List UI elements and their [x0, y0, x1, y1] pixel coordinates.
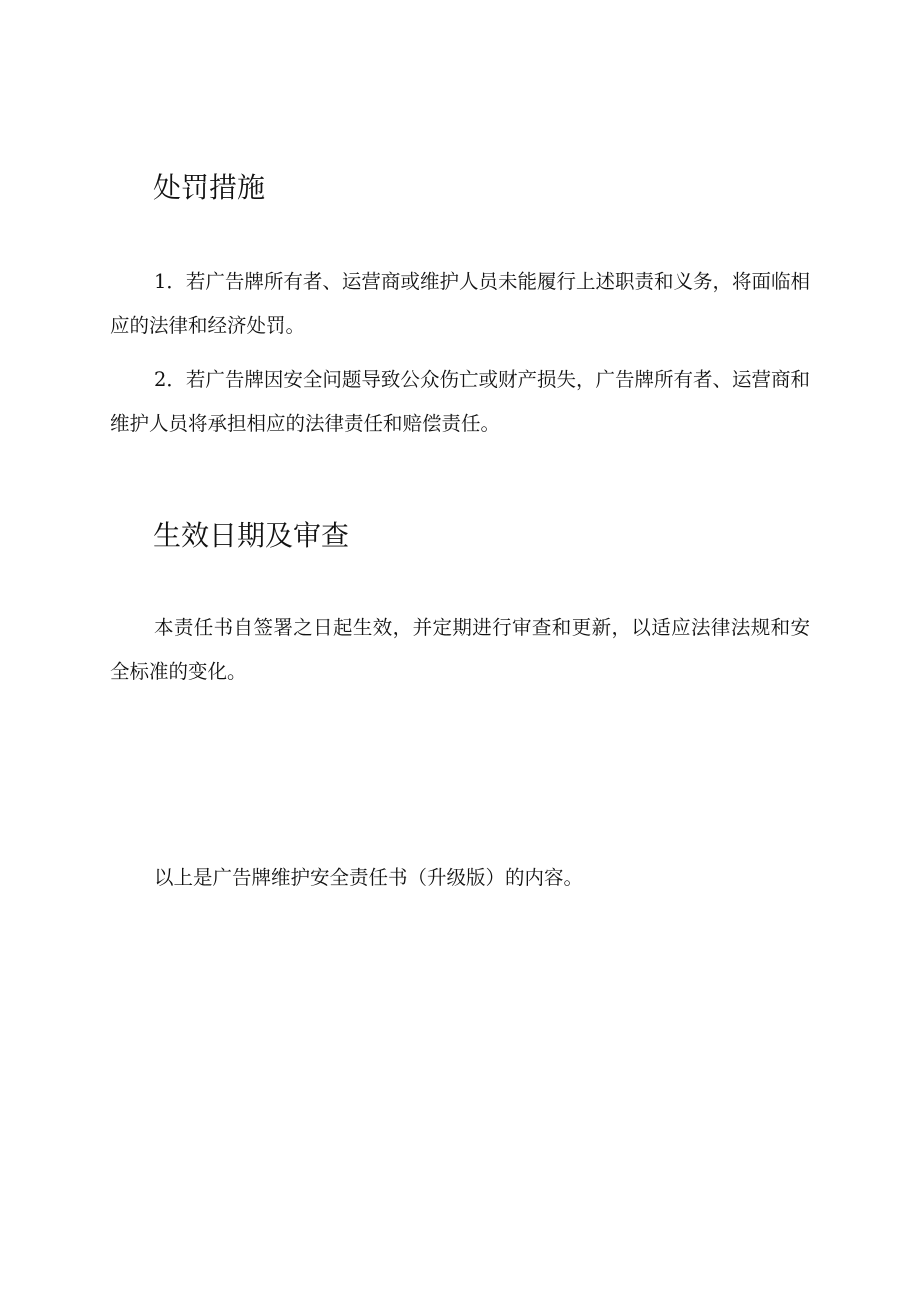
penalty-item-2: 2．若广告牌因安全问题导致公众伤亡或财产损失，广告牌所有者、运营商和维护人员将承担相应的法律责任和赔偿责任。 [110, 368, 810, 435]
section-heading-penalty: 处罚措施 [153, 171, 266, 204]
closing-paragraph: 以上是广告牌维护安全责任书（升级版）的内容。 [154, 866, 584, 889]
penalty-item-1: 1．若广告牌所有者、运营商或维护人员未能履行上述职责和义务，将面临相应的法律和经济处罚。 [110, 270, 810, 337]
section-heading-effective: 生效日期及审查 [153, 519, 350, 552]
effective-paragraph: 本责任书自签署之日起生效，并定期进行审查和更新，以适应法律法规和安全标准的变化。 [110, 616, 810, 683]
